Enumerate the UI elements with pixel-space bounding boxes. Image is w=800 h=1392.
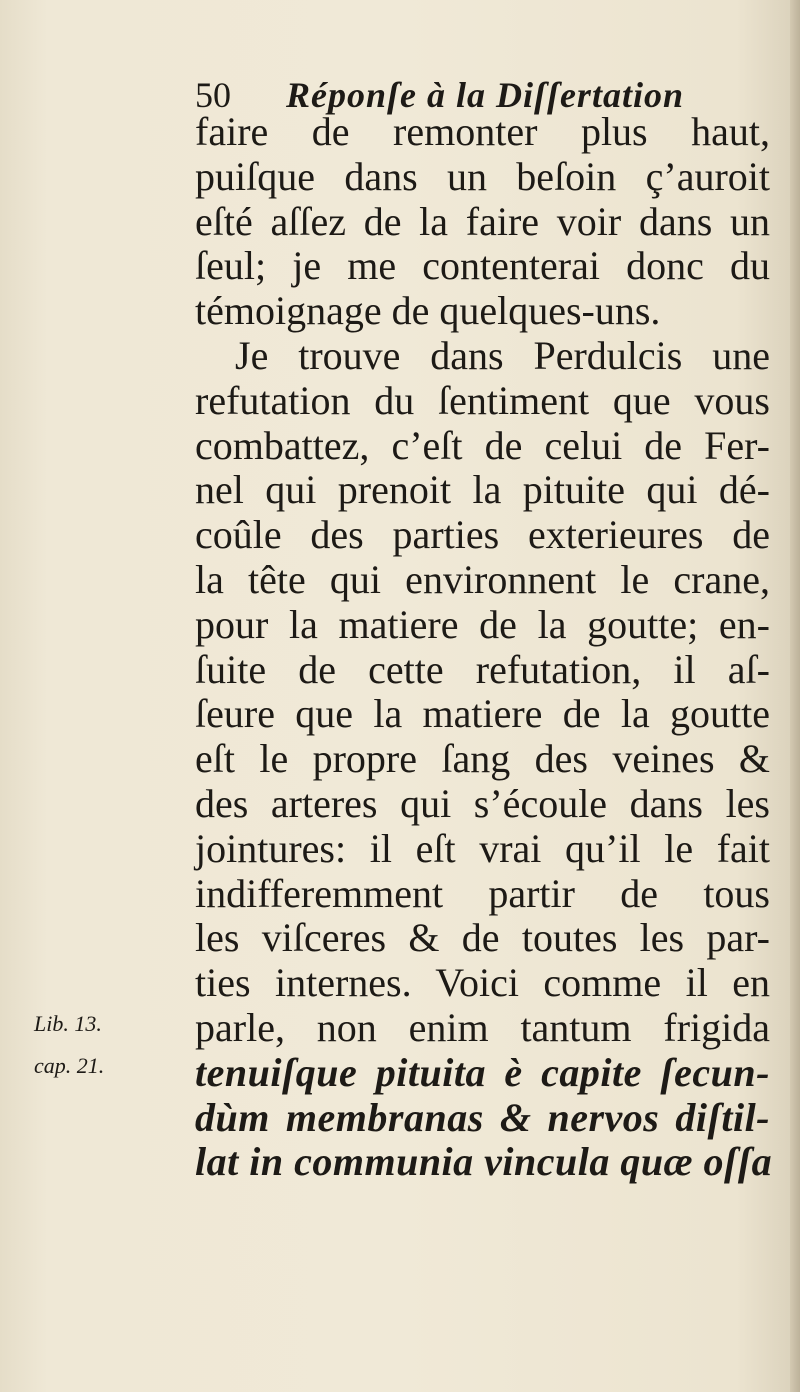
text-line: des arteres qui s’écoule dans les xyxy=(195,780,770,826)
marginal-note-line: Lib. 13. xyxy=(34,1011,102,1036)
text-line: combattez, c’eſt de celui de Fer- xyxy=(195,422,770,468)
text-line: parle, non enim tantum frigida xyxy=(195,1004,770,1050)
text-line: faire de remonter plus haut, xyxy=(195,109,770,154)
text-line: puiſque dans un beſoin ç’auroit xyxy=(195,153,770,199)
text-line: ties internes. Voici comme il en xyxy=(195,960,770,1006)
text-line: témoignage de quelques-uns. xyxy=(195,288,661,334)
text-line: refutation du ſentiment que vous xyxy=(195,377,770,423)
text-line: pour la matiere de la goutte; en- xyxy=(195,601,770,647)
text-line: eſté aſſez de la faire voir dans un xyxy=(195,198,770,244)
marginal-note xyxy=(34,1003,154,1087)
text-line: eſt le propre ſang des veines & xyxy=(195,736,770,782)
running-title: Réponſe à la Diſſertation xyxy=(286,75,684,115)
latin-quote-line: dùm membranas & nervos diſtil- xyxy=(195,1094,770,1140)
latin-quote-line: tenuiſque pituita è capite ſecun- xyxy=(195,1049,770,1095)
text-line: ſeul; je me contenterai donc du xyxy=(195,243,770,289)
text-line: indifferemment partir de tous xyxy=(195,870,770,916)
body-text xyxy=(195,109,773,1185)
marginal-note-line: cap. 21. xyxy=(34,1053,105,1078)
page-edge xyxy=(790,0,800,1392)
text-line: ſeure que la matiere de la goutte xyxy=(195,691,770,737)
latin-quote-line: lat in communia vincula quæ oſſa xyxy=(195,1139,773,1185)
text-line: la tête qui environnent le crane, xyxy=(195,556,770,602)
text-line: ſuite de cette refutation, il aſ- xyxy=(195,646,770,692)
page-number: 50 xyxy=(195,75,231,115)
text-line: les viſceres & de toutes les par- xyxy=(195,915,770,961)
text-line: Je trouve dans Perdulcis une xyxy=(235,332,770,378)
text-line: jointures: il eſt vrai qu’il le fait xyxy=(195,825,770,871)
text-line: nel qui prenoit la pituite qui dé- xyxy=(195,467,770,513)
text-line: coûle des parties exterieures de xyxy=(195,512,770,558)
